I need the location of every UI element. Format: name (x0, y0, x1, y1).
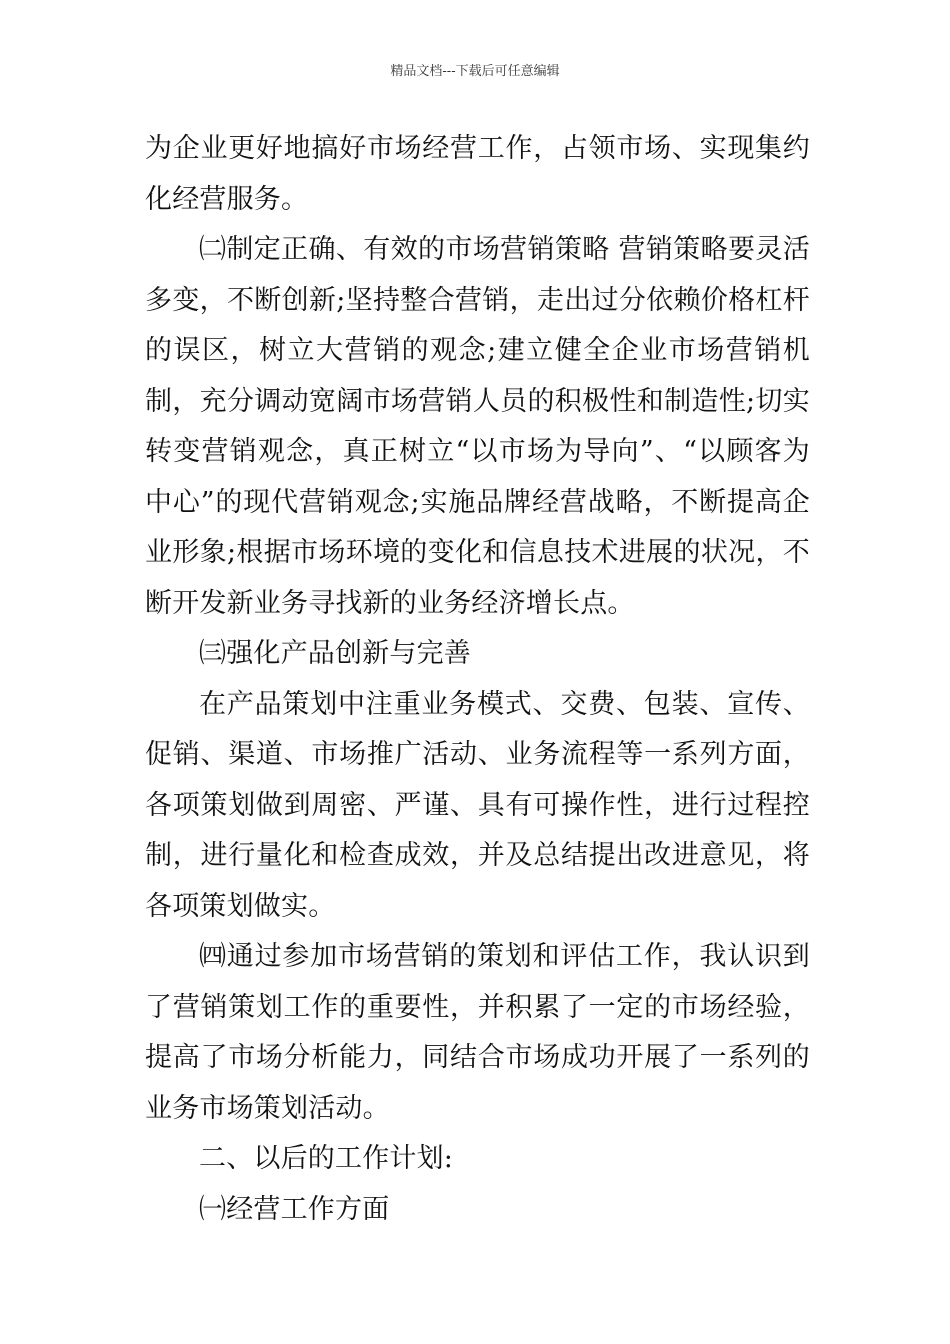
subsection-heading-operations: ㈠经营工作方面 (199, 1193, 390, 1225)
paragraph-planning-evaluation: ㈣通过参加市场营销的策划和评估工作，我认识到了营销策划工作的重要性，并积累了一定的市场经验，提高了市场分析能力，同结合市场成功开展了一系列的业务市场策划活动。 (145, 941, 810, 1124)
page-header: 精品文档---下载后可任意编辑 (390, 64, 560, 79)
section-heading-future-plan: 二、以后的工作计划: (199, 1143, 454, 1174)
paragraph-marketing-strategy: ㈡制定正确、有效的市场营销策略 营销策略要灵活多变，不断创新;坚持整合营销，走出过分依赖价格杠杆的误区，树立大营销的观念;建立健全企业市场营销机制，充分调动宽阔市场营销人员的积极性和制造性;切实转变营销观念，真正树立“以市场为导向”、“以顾客为中心”的现代营销观念;实施品牌经营战略，不断提高企业形象;根据市场环境的变化和信息技术进展的状况，不断开发新业务寻找新的业务经济增长点。 (145, 234, 810, 619)
paragraph-product-innovation-heading: ㈢强化产品创新与完善 (199, 638, 471, 669)
paragraph-intro: 为企业更好地搞好市场经营工作，占领市场、实现集约化经营服务。 (145, 133, 810, 215)
paragraph-product-planning: 在产品策划中注重业务模式、交费、包装、宣传、促销、渠道、市场推广活动、业务流程等一系列方面，各项策划做到周密、严谨、具有可操作性，进行过程控制，进行量化和检查成效，并及总结提出改进意见，将各项策划做实。 (145, 688, 810, 922)
document-body (145, 124, 810, 1235)
